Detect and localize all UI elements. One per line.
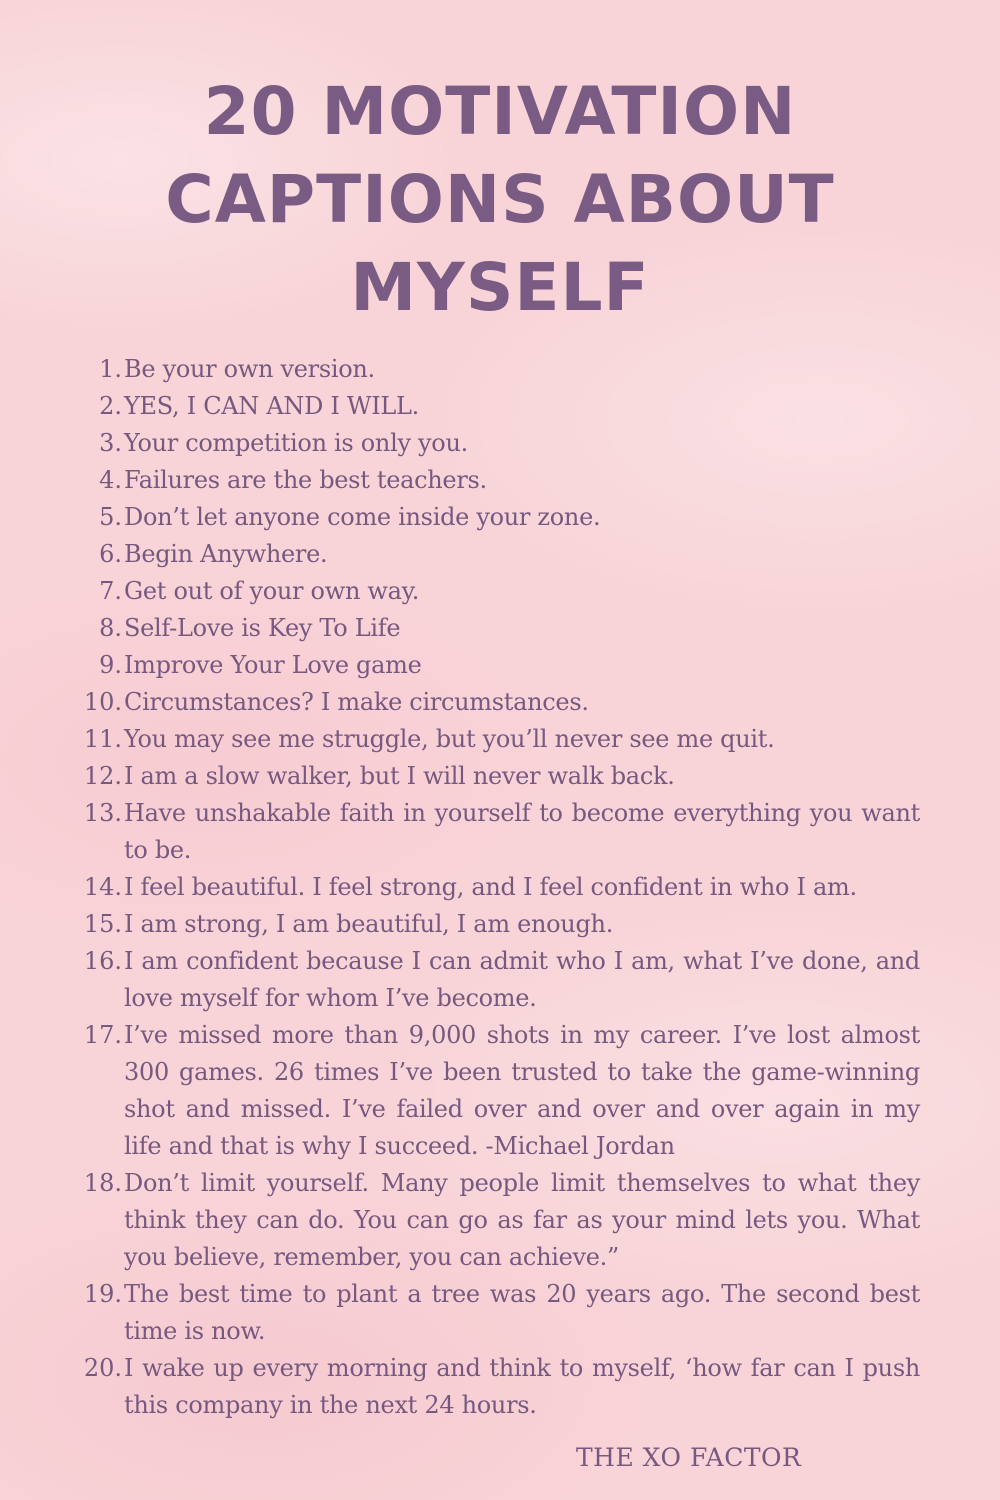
list-item xyxy=(70,1165,920,1276)
list-item xyxy=(70,795,920,869)
list-item xyxy=(70,1350,920,1424)
item-number: 20. xyxy=(83,1354,122,1382)
list-item xyxy=(70,869,920,906)
item-text: Begin Anywhere. xyxy=(124,540,328,568)
list-item xyxy=(70,462,920,499)
item-text: I feel beautiful. I feel strong, and I feel confident in who I am. xyxy=(124,873,857,901)
list-item xyxy=(70,499,920,536)
item-text: Be your own version. xyxy=(124,355,375,383)
list-item xyxy=(70,684,920,721)
item-text: I’ve missed more than 9,000 shots in my career. I’ve lost almost 300 games. 26 times I’ve been trusted to take the game-winning shot and missed. I’ve failed over and over and over again in my life and that is why I succeed. -Michael Jordan xyxy=(124,1021,920,1160)
caption-list xyxy=(70,351,920,1424)
item-number: 4. xyxy=(99,466,122,494)
list-item xyxy=(70,943,920,1017)
item-text: Don’t limit yourself. Many people limit themselves to what they think they can do. You can go as far as your mind lets you. What you believe, remember, you can achieve.” xyxy=(124,1169,920,1271)
title-line-1: 20 MOTIVATION xyxy=(203,73,797,150)
list-item xyxy=(70,351,920,388)
item-text: You may see me struggle, but you’ll never see me quit. xyxy=(124,725,775,753)
item-text: Your competition is only you. xyxy=(124,429,468,457)
item-text: I am confident because I can admit who I am, what I’ve done, and love myself for whom I’ve become. xyxy=(124,947,920,1012)
item-number: 15. xyxy=(83,910,122,938)
item-number: 12. xyxy=(83,762,122,790)
item-text: YES, I CAN AND I WILL. xyxy=(124,392,420,420)
item-text: Self-Love is Key To Life xyxy=(124,614,401,642)
list-item xyxy=(70,1017,920,1165)
item-text: Circumstances? I make circumstances. xyxy=(124,688,589,716)
item-text: Improve Your Love game xyxy=(124,651,422,679)
item-number: 14. xyxy=(83,873,122,901)
page-title xyxy=(0,68,1000,332)
list-item xyxy=(70,425,920,462)
item-text: I wake up every morning and think to myself, ‘how far can I push this company in the next 24 hours. xyxy=(124,1354,920,1419)
item-text: The best time to plant a tree was 20 years ago. The second best time is now. xyxy=(124,1280,920,1345)
item-number: 3. xyxy=(99,429,122,457)
item-number: 6. xyxy=(99,540,122,568)
title-line-2: CAPTIONS ABOUT xyxy=(165,161,835,238)
item-text: Failures are the best teachers. xyxy=(124,466,487,494)
item-number: 8. xyxy=(99,614,122,642)
item-number: 13. xyxy=(83,799,122,827)
list-item xyxy=(70,610,920,647)
item-number: 17. xyxy=(83,1021,122,1049)
item-number: 18. xyxy=(83,1169,122,1197)
title-line-3: MYSELF xyxy=(350,249,650,326)
item-text: Have unshakable faith in yourself to become everything you want to be. xyxy=(124,799,920,864)
list-item xyxy=(70,758,920,795)
item-number: 5. xyxy=(99,503,122,531)
list-item xyxy=(70,388,920,425)
list-item xyxy=(70,536,920,573)
item-text: Get out of your own way. xyxy=(124,577,420,605)
item-text: I am strong, I am beautiful, I am enough. xyxy=(124,910,614,938)
item-number: 1. xyxy=(99,355,122,383)
item-number: 9. xyxy=(99,651,122,679)
item-number: 11. xyxy=(83,725,122,753)
item-text: I am a slow walker, but I will never walk back. xyxy=(124,762,675,790)
brand-footer: THE XO FACTOR xyxy=(576,1443,802,1472)
list-item xyxy=(70,1276,920,1350)
item-number: 19. xyxy=(83,1280,122,1308)
list-item xyxy=(70,906,920,943)
list-item xyxy=(70,647,920,684)
list-item xyxy=(70,573,920,610)
item-number: 7. xyxy=(99,577,122,605)
item-number: 16. xyxy=(83,947,122,975)
item-text: Don’t let anyone come inside your zone. xyxy=(124,503,601,531)
item-number: 10. xyxy=(83,688,122,716)
item-number: 2. xyxy=(99,392,122,420)
list-item xyxy=(70,721,920,758)
